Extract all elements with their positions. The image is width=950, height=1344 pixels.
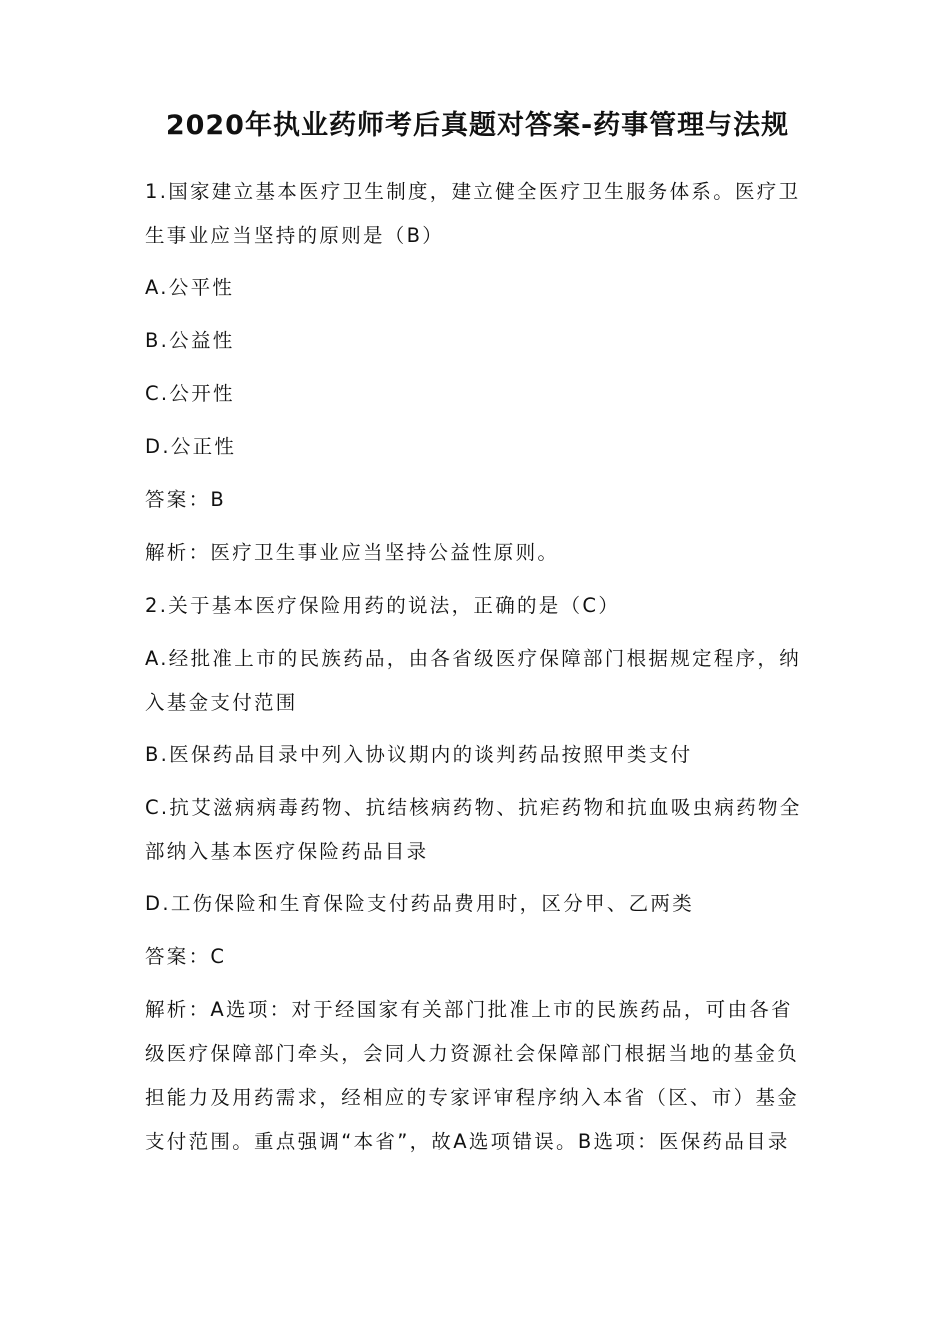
question-1-option-a: A.公平性	[145, 276, 235, 299]
question-2-answer: 答案：C	[145, 945, 227, 968]
question-2-option-a-line-1: A.经批准上市的民族药品，由各省级医疗保障部门根据规定程序，纳	[145, 647, 801, 670]
question-1-explanation: 解析：医疗卫生事业应当坚持公益性原则。	[145, 541, 560, 564]
question-1-option-c: C.公开性	[145, 382, 235, 405]
question-2-explanation-line-3: 担能力及用药需求，经相应的专家评审程序纳入本省（区、市）基金	[145, 1086, 800, 1109]
question-1-option-b: B.公益性	[145, 329, 235, 352]
question-2-explanation-line-2: 级医疗保障部门牵头，会同人力资源社会保障部门根据当地的基金负	[145, 1042, 800, 1065]
question-2-explanation-line-4: 支付范围。重点强调“本省”，故A选项错误。B选项：医保药品目录	[145, 1130, 790, 1153]
question-2-option-a-line-2: 入基金支付范围	[145, 691, 298, 714]
question-1-option-d: D.公正性	[145, 435, 237, 458]
question-2-option-d: D.工伤保险和生育保险支付药品费用时，区分甲、乙两类	[145, 892, 695, 915]
document-title: 2020年执业药师考后真题对答案-药事管理与法规	[165, 110, 790, 141]
question-2-explanation-line-1: 解析：A选项：对于经国家有关部门批准上市的民族药品，可由各省	[145, 998, 793, 1021]
question-2-stem: 2.关于基本医疗保险用药的说法，正确的是（C）	[145, 594, 621, 617]
question-1-answer: 答案：B	[145, 488, 227, 511]
question-1-stem-line-1: 1.国家建立基本医疗卫生制度，建立健全医疗卫生服务体系。医疗卫	[145, 180, 801, 203]
question-2-option-b: B.医保药品目录中列入协议期内的谈判药品按照甲类支付	[145, 743, 693, 766]
question-2-option-c-line-2: 部纳入基本医疗保险药品目录	[145, 840, 429, 863]
question-2-option-c-line-1: C.抗艾滋病病毒药物、抗结核病药物、抗疟药物和抗血吸虫病药物全	[145, 796, 802, 819]
question-1-stem-line-2: 生事业应当坚持的原则是（B）	[145, 224, 445, 247]
